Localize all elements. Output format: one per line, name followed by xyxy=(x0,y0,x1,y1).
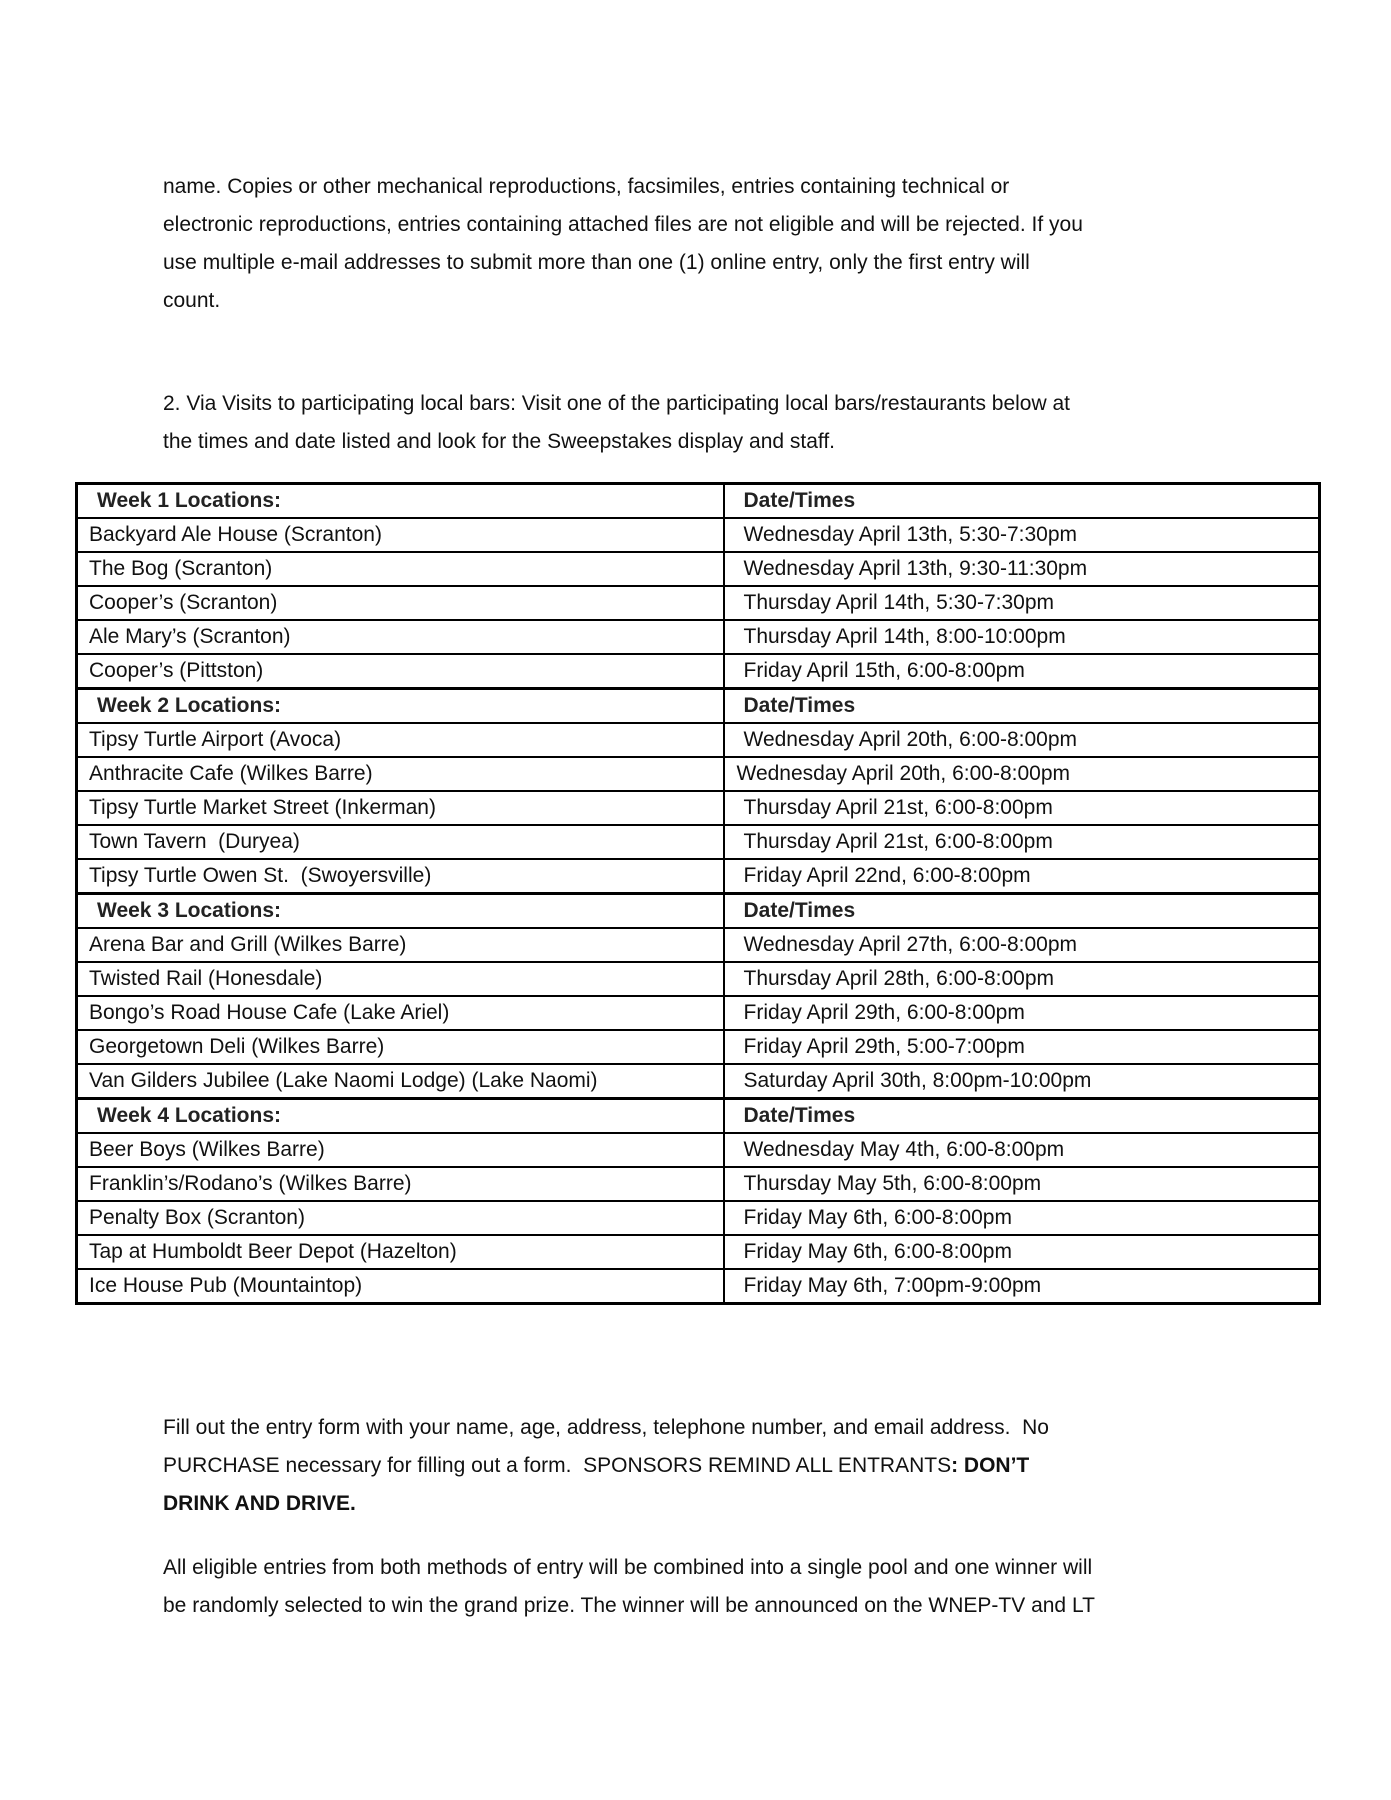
datetime-header-label: Date/Times xyxy=(724,1099,1320,1134)
location-cell: Backyard Ale House (Scranton) xyxy=(77,518,724,552)
paragraph-line: the times and date listed and look for the Sweepstakes display and staff. xyxy=(163,430,836,453)
paragraph-line: count. xyxy=(163,289,221,312)
location-cell: Penalty Box (Scranton) xyxy=(77,1201,724,1235)
paragraph-line: All eligible entries from both methods of entry will be combined into a single pool and one winner will xyxy=(163,1556,1093,1579)
paragraph-line: Fill out the entry form with your name, age, address, telephone number, and email address. No xyxy=(163,1416,1049,1439)
location-cell: Cooper’s (Scranton) xyxy=(77,586,724,620)
datetime-cell: Wednesday April 20th, 6:00-8:00pm xyxy=(724,723,1320,757)
method2-paragraph xyxy=(163,385,1243,461)
table-row xyxy=(77,1030,1320,1064)
warning-text: DRINK AND DRIVE. xyxy=(163,1492,356,1515)
table-row xyxy=(77,1167,1320,1201)
location-cell: Tipsy Turtle Airport (Avoca) xyxy=(77,723,724,757)
table-row xyxy=(77,1269,1320,1304)
datetime-header-label: Date/Times xyxy=(724,484,1320,519)
location-cell: Arena Bar and Grill (Wilkes Barre) xyxy=(77,928,724,962)
datetime-cell: Friday April 29th, 6:00-8:00pm xyxy=(724,996,1320,1030)
location-cell: Town Tavern (Duryea) xyxy=(77,825,724,859)
paragraph-line: be randomly selected to win the grand prize. The winner will be announced on the WNEP-TV and LT xyxy=(163,1594,1095,1617)
paragraph-line: name. Copies or other mechanical reproductions, facsimiles, entries containing technical or xyxy=(163,175,1010,198)
datetime-cell: Wednesday April 20th, 6:00-8:00pm xyxy=(724,757,1320,791)
table-row xyxy=(77,620,1320,654)
week-header-label: Week 2 Locations: xyxy=(77,689,724,724)
week-header-label: Week 4 Locations: xyxy=(77,1099,724,1134)
table-row xyxy=(77,928,1320,962)
week-header-row xyxy=(77,689,1320,724)
datetime-cell: Friday April 22nd, 6:00-8:00pm xyxy=(724,859,1320,894)
location-cell: Franklin’s/Rodano’s (Wilkes Barre) xyxy=(77,1167,724,1201)
location-cell: Tap at Humboldt Beer Depot (Hazelton) xyxy=(77,1235,724,1269)
location-cell: Van Gilders Jubilee (Lake Naomi Lodge) (Lake Naomi) xyxy=(77,1064,724,1099)
datetime-cell: Friday May 6th, 7:00pm-9:00pm xyxy=(724,1269,1320,1304)
table-row xyxy=(77,1133,1320,1167)
table-row xyxy=(77,825,1320,859)
pool-paragraph xyxy=(163,1549,1243,1625)
datetime-cell: Wednesday April 13th, 5:30-7:30pm xyxy=(724,518,1320,552)
table-row xyxy=(77,1235,1320,1269)
datetime-cell: Thursday April 14th, 8:00-10:00pm xyxy=(724,620,1320,654)
week-header-row xyxy=(77,484,1320,519)
datetime-cell: Friday May 6th, 6:00-8:00pm xyxy=(724,1201,1320,1235)
table-row xyxy=(77,586,1320,620)
table-row xyxy=(77,859,1320,894)
datetime-cell: Thursday April 14th, 5:30-7:30pm xyxy=(724,586,1320,620)
week-header-row xyxy=(77,1099,1320,1134)
datetime-header-label: Date/Times xyxy=(724,689,1320,724)
location-cell: Tipsy Turtle Owen St. (Swoyersville) xyxy=(77,859,724,894)
location-cell: Anthracite Cafe (Wilkes Barre) xyxy=(77,757,724,791)
table-row xyxy=(77,723,1320,757)
datetime-cell: Thursday April 21st, 6:00-8:00pm xyxy=(724,791,1320,825)
week-header-row xyxy=(77,894,1320,929)
datetime-cell: Friday April 15th, 6:00-8:00pm xyxy=(724,654,1320,689)
table-row xyxy=(77,757,1320,791)
paragraph-line xyxy=(163,1485,1243,1523)
table-row xyxy=(77,1064,1320,1099)
entry-form-paragraph xyxy=(163,1409,1243,1523)
datetime-cell: Thursday May 5th, 6:00-8:00pm xyxy=(724,1167,1320,1201)
table-row xyxy=(77,791,1320,825)
warning-text: : DON’T xyxy=(951,1454,1030,1477)
location-cell: Cooper’s (Pittston) xyxy=(77,654,724,689)
location-cell: The Bog (Scranton) xyxy=(77,552,724,586)
location-cell: Georgetown Deli (Wilkes Barre) xyxy=(77,1030,724,1064)
paragraph-line: 2. Via Visits to participating local bars: Visit one of the participating local bars/restaurants below at xyxy=(163,392,1070,415)
bar-schedule-table xyxy=(75,482,1321,1305)
location-cell: Tipsy Turtle Market Street (Inkerman) xyxy=(77,791,724,825)
intro-paragraph xyxy=(163,168,1243,320)
location-cell: Ice House Pub (Mountaintop) xyxy=(77,1269,724,1304)
location-cell: Ale Mary’s (Scranton) xyxy=(77,620,724,654)
table-row xyxy=(77,654,1320,689)
paragraph-line: electronic reproductions, entries containing attached files are not eligible and will be rejected. If you xyxy=(163,213,1083,236)
datetime-cell: Wednesday April 13th, 9:30-11:30pm xyxy=(724,552,1320,586)
paragraph-line xyxy=(163,1447,1243,1485)
datetime-cell: Friday May 6th, 6:00-8:00pm xyxy=(724,1235,1320,1269)
location-cell: Bongo’s Road House Cafe (Lake Ariel) xyxy=(77,996,724,1030)
week-header-label: Week 1 Locations: xyxy=(77,484,724,519)
location-cell: Twisted Rail (Honesdale) xyxy=(77,962,724,996)
datetime-cell: Saturday April 30th, 8:00pm-10:00pm xyxy=(724,1064,1320,1099)
datetime-cell: Thursday April 28th, 6:00-8:00pm xyxy=(724,962,1320,996)
location-cell: Beer Boys (Wilkes Barre) xyxy=(77,1133,724,1167)
table-row xyxy=(77,1201,1320,1235)
paragraph-line: use multiple e-mail addresses to submit more than one (1) online entry, only the first entry will xyxy=(163,251,1030,274)
table-row xyxy=(77,996,1320,1030)
datetime-cell: Friday April 29th, 5:00-7:00pm xyxy=(724,1030,1320,1064)
datetime-cell: Wednesday May 4th, 6:00-8:00pm xyxy=(724,1133,1320,1167)
week-header-label: Week 3 Locations: xyxy=(77,894,724,929)
table-row xyxy=(77,552,1320,586)
datetime-cell: Thursday April 21st, 6:00-8:00pm xyxy=(724,825,1320,859)
sponsor-reminder-text: PURCHASE necessary for filling out a form. SPONSORS REMIND ALL ENTRANTS xyxy=(163,1454,952,1477)
datetime-cell: Wednesday April 27th, 6:00-8:00pm xyxy=(724,928,1320,962)
table-row xyxy=(77,962,1320,996)
table-row xyxy=(77,518,1320,552)
datetime-header-label: Date/Times xyxy=(724,894,1320,929)
